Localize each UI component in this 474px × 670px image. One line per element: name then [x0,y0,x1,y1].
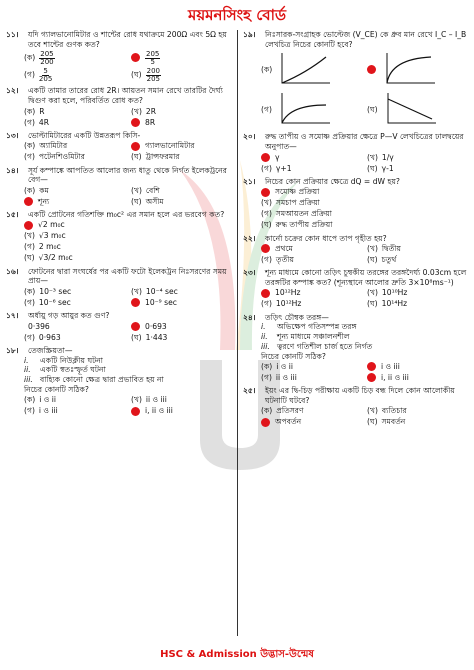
option-label: (ক) [24,106,36,116]
option[interactable] [131,321,234,332]
statement-text: একটি নিউক্লীয় ঘটনা [40,355,104,365]
option-label: (ঘ) [367,104,378,114]
ic-ib-graph [382,91,438,127]
option[interactable] [24,220,234,231]
option-text: i ও iii [38,406,58,416]
option-text: 10¹⁰Hz [381,288,408,298]
question [6,210,234,264]
option-text: কম [39,185,49,195]
option-text: সমবর্তন [381,417,406,427]
option[interactable] [24,286,127,297]
option[interactable] [261,299,363,310]
option-text: চতুর্থ [381,254,397,264]
statement-text: বাহ্যিক কোনো ক্ষেত্র দ্বারা প্রভাবিত হয় না [40,375,164,385]
option[interactable] [131,196,234,207]
option-text: 10⁻³ sec [39,286,72,296]
question-text: ইয়ং এর দ্বি-চিড় পরীক্ষায় একটি চিড় বন্ধ দিলে কোন আলোকীয় ঘটনাটি ঘটবে? [265,386,455,406]
option[interactable] [24,231,234,242]
option[interactable] [24,332,127,343]
option-text [145,49,160,66]
question [6,267,234,308]
fraction-numerator: 205 [40,50,54,59]
option[interactable] [367,243,469,254]
option-label: (ক) [24,141,36,151]
answer-marker [131,53,140,62]
left-column [6,30,234,638]
fraction [146,68,161,83]
option[interactable] [367,299,469,310]
option[interactable] [131,152,234,163]
options [243,288,469,310]
option-label: (গ) [261,163,272,173]
option[interactable] [24,152,127,163]
option[interactable] [367,288,469,299]
answer-marker [261,188,270,197]
question-text: রুদ্ধ তাপীয় ও সমোষ্ণ প্রক্রিয়ার ক্ষেত্রে P—V লেখচিত্রের ঢালদ্বয়ের অনুপাত— [265,132,464,152]
question [6,166,234,207]
page-footer: HSC & Admission উদ্ভাস-উন্মেষ [160,649,314,660]
question-stem [243,30,469,49]
option-label: (ঘ) [131,196,142,206]
option[interactable] [261,243,363,254]
question-text: ভোল্টামিটারের একটি উন্নতরূপ কিসি- [28,130,141,140]
option[interactable] [24,395,127,406]
option-text: ii ও iii [145,395,167,405]
option[interactable] [261,417,363,428]
option-label: (ঘ) [261,220,272,230]
statement-label: i. [24,355,29,365]
statement [24,375,234,385]
option[interactable] [261,187,469,198]
option-text: 10¹⁴Hz [381,299,408,309]
answer-marker [261,289,270,298]
question-stem [6,311,234,321]
answer-marker [24,221,33,230]
option[interactable] [261,220,469,231]
option-label: (খ) [367,243,378,253]
option-label: (ক) [261,406,273,416]
question-stem [243,234,469,244]
option-label: (ক) [24,53,36,63]
option-text: 4R [38,117,50,127]
ic-ib-graph [276,91,332,127]
statement-label: ii. [261,332,268,342]
question-text: কার্নো চক্রের কোন ধাপে তাপ গৃহীত হয়? [265,233,387,243]
option-label: (খ) [131,286,142,296]
question-number: ২৫। [243,386,256,396]
option-text: i ও ii [276,361,293,371]
question-number: ২০। [243,132,256,142]
option-label: (গ) [261,209,272,219]
options [243,361,469,383]
question-stem [243,313,469,323]
question-number: ১৪। [6,165,19,175]
column-divider [237,30,238,636]
option-label: (গ) [24,152,35,162]
option[interactable] [24,321,127,332]
options [243,243,469,265]
right-column [243,30,469,638]
options [6,220,234,264]
option-text: অ্যামিটার [39,141,68,151]
answer-marker [367,362,376,371]
option-label: (গ) [24,332,35,342]
answer-marker [131,407,140,416]
fraction-denominator: 205 [146,75,160,84]
option-label: (গ) [261,104,272,114]
question-text: একটি প্রোটনের গতিশক্তি m₀c² এর সমান হলে এর ভরবেগ কত? [28,210,225,220]
question-text: নিঃসারক-সংগ্রাহক ভোল্টেজ (V_CE) কে ধ্রুব মান রেখে I_C – I_B লেখচিত্র নিচের কোনটি হবে? [265,30,467,49]
fraction [39,51,54,66]
answer-marker [261,244,270,253]
fraction [39,68,52,83]
answer-marker [131,142,140,151]
option-text: অসীম [145,196,164,206]
question [6,86,234,127]
statement [24,365,234,375]
question [243,313,469,384]
option[interactable] [131,406,234,417]
answer-marker [131,118,140,127]
option-text: 1/γ [381,152,394,162]
option-label: (ঘ) [131,70,142,80]
question-stem [6,267,234,286]
option-label: (খ) [367,152,378,162]
option-text: তৃতীয় [275,254,294,264]
option[interactable] [367,89,469,129]
question-text: তেজস্ক্রিয়তা— [28,345,73,355]
question-number: ১১। [6,30,19,39]
option[interactable] [367,49,469,89]
answer-marker [131,298,140,307]
option[interactable] [261,198,469,209]
statement-text: ত্বরণে গতিশীল চার্জ হতে নির্গত [277,341,373,351]
question [6,131,234,163]
option[interactable] [261,152,363,163]
statement [261,322,469,332]
option-label: (ঘ) [131,332,142,342]
option[interactable] [24,49,127,66]
option-text: i, ii ও iii [145,406,173,416]
question [6,346,234,417]
question-stem [243,268,469,287]
statement-list [6,356,234,385]
question-number: ১৮। [6,345,19,355]
option-text: √2 m₀c [38,220,65,230]
option-text: 8R [145,117,156,127]
graph-options [243,49,469,129]
option[interactable] [24,117,127,128]
option[interactable] [261,372,363,383]
question-text: সূর্য কম্পাঙ্কে আপতিত আলোর জন্য ধাতু থেকে নির্গত ইলেকট্রনের বেগ— [28,165,227,185]
option[interactable] [131,297,234,308]
option-label: (গ) [24,70,35,80]
option-text: অপবর্তন [275,417,302,427]
question-text: যদি গ্যালভানোমিটার ও শান্টের রোধ যথাক্রমে 200Ω এবং 5Ω হয় তবে শান্টের গুণক কত? [28,30,227,49]
option-text [39,49,54,66]
option[interactable] [261,406,363,417]
option[interactable] [24,196,127,207]
option[interactable] [261,163,363,174]
option-label: (গ) [261,299,272,309]
option-text: 0·396 [28,321,50,331]
option[interactable] [131,286,234,297]
option-text: 10¹²Hz [275,299,302,309]
option[interactable] [24,106,127,117]
fraction-numerator: 5 [43,67,48,76]
option[interactable] [367,417,469,428]
question-text: অর্ধায়ু গড় আয়ুর কত গুণ? [28,311,110,321]
option[interactable] [367,406,469,417]
question-number: ১২। [6,86,19,96]
option-text: রুদ্ধ তাপীয় প্রক্রিয়া [275,220,333,230]
option-label: (ঘ) [131,152,142,162]
option[interactable] [261,49,363,89]
question-number: ২৪। [243,312,256,322]
option-label: (গ) [24,406,35,416]
option-label: (খ) [261,198,272,208]
question-stem [243,132,469,151]
option-text: সমচাপ প্রক্রিয়া [275,198,320,208]
option-text: 2 m₀c [38,242,61,252]
question-text: তড়িৎ চৌম্বক তরঙ্গ— [265,312,329,322]
option-text [146,66,161,83]
option-text: সমোষ্ণ প্রক্রিয়া [275,187,320,197]
statement-label: ii. [24,365,31,375]
option-text: ব্যতিচার [381,406,407,416]
option[interactable] [261,361,363,372]
option-text: 10⁻⁹ sec [145,297,177,307]
option-text: বেশি [145,185,160,195]
option-label: (খ) [131,185,142,195]
option[interactable] [24,141,127,152]
statement [261,342,469,352]
fraction-denominator: 205 [38,75,53,84]
option[interactable] [367,254,469,265]
option[interactable] [261,288,363,299]
option-label: (খ) [131,106,142,116]
options [243,152,469,174]
option-text: i ও iii [381,361,400,371]
statement [24,356,234,366]
option[interactable] [131,49,234,66]
question [6,311,234,343]
option-label: (গ) [261,254,272,264]
option-text [39,66,52,83]
ic-ib-graph [381,51,437,87]
question-number: ১৬। [6,266,19,276]
option[interactable] [261,209,469,220]
question [6,30,234,83]
option[interactable] [367,152,469,163]
option[interactable] [131,117,234,128]
question-stem [6,30,234,49]
option-text: পটেনশিওমিটার [38,152,85,162]
option-text: 10¹²Hz [275,288,301,298]
option[interactable] [131,66,234,83]
option[interactable] [131,106,234,117]
options [6,395,234,417]
question-stem [6,346,234,356]
option-text: i ও ii [39,395,56,405]
statement-text: শূন্য মাধ্যমে সঞ্চালনশীল [277,332,350,342]
option-label: (ঘ) [367,163,378,173]
option-text: √3 m₀c [38,231,66,241]
options [243,187,469,231]
statement-label: iii. [261,341,270,351]
option[interactable] [24,242,234,253]
question [243,177,469,231]
option-text: প্রথমে [275,243,293,253]
question-text: শূন্য মাধ্যমে কোনো তড়িৎ চুম্বকীয় তরঙ্গের তরঙ্গদৈর্ঘ্য 0.03cm হলে তরঙ্গটির কম্পাঙ্ক কত? (শূন্যস্থানে আলোর দ্রুতি 3×10⁸ms⁻¹) [265,268,467,288]
option-label: (ঘ) [367,299,378,309]
option[interactable] [367,361,469,372]
option[interactable] [367,372,469,383]
option[interactable] [131,395,234,406]
option-text: γ-1 [381,163,394,173]
question [243,132,469,173]
options [6,141,234,163]
option[interactable] [131,141,234,152]
statement-list [243,322,469,351]
question [243,30,469,129]
options [6,286,234,308]
option-text: γ+1 [275,163,292,173]
option-text: প্রতিসরণ [276,406,304,416]
option[interactable] [367,163,469,174]
option[interactable] [24,406,127,417]
option-label: (গ) [261,372,272,382]
option-label: (ক) [24,395,36,405]
option-label: (ঘ) [367,417,378,427]
fraction-numerator: 200 [146,67,160,76]
option-text: 10⁻⁶ sec [38,297,71,307]
option-text: i, ii ও iii [381,372,409,382]
option-label: (ক) [261,361,273,371]
answer-marker [367,65,376,74]
question-stem [6,131,234,141]
option[interactable] [24,185,127,196]
question-number: ১৫। [6,210,19,220]
question-text: একটি তামার তারের রোধ 2R। আয়তন সমান রেখে তারটির দৈর্ঘ্য দ্বিগুণ করা হলে, পরিবর্তিত রোধ কত? [28,86,223,106]
question-stem [6,166,234,185]
option-text: R [39,106,45,116]
options [6,185,234,207]
option-text: দ্বিতীয় [381,243,401,253]
ic-ib-graph [276,51,332,87]
option-label: (ক) [24,185,36,195]
option[interactable] [24,253,234,264]
option[interactable] [24,66,127,83]
question-number: ২২। [243,233,256,243]
question-text: ফোটনের দ্বারা সংঘর্ষের পর একটি ফটো ইলেকট্রন নিঃসরণের সময় প্রায়— [28,266,227,286]
option-text: 1·443 [145,332,168,342]
question-stem [6,86,234,105]
options [6,49,234,83]
option-label: (খ) [367,406,378,416]
option-text: শূন্য [38,196,50,206]
answer-marker [261,153,270,162]
options [243,406,469,428]
option[interactable] [261,254,363,265]
answer-marker [367,373,376,382]
statement-label: i. [261,322,266,332]
option-label: (খ) [367,288,378,298]
question [243,386,469,427]
answer-marker [24,197,33,206]
question-number: ২১। [243,176,256,186]
option-text: 0·693 [145,321,167,331]
question [243,268,469,309]
option-text: ট্রান্সফরমার [145,152,180,162]
statement [261,332,469,342]
option-text: 10⁻⁴ sec [145,286,178,296]
option-text: 2R [145,106,157,116]
question-number: ১৩। [6,130,19,140]
question-prompt: নিচের কোনটি সঠিক? [261,351,326,361]
fraction-numerator: 205 [146,50,160,59]
fraction-denominator: 200 [40,58,54,67]
question-prompt: নিচের কোনটি সঠিক? [24,384,89,394]
option-label: (খ) [131,395,142,405]
option-label: (ক) [24,286,36,296]
option-text: √3/2 m₀c [38,253,73,263]
option[interactable] [131,332,234,343]
question-text: নিচের কোন প্রক্রিয়ার ক্ষেত্রে dQ = dW হয়? [265,176,400,186]
statement-text: অভিক্ষেপ গতিসম্পন্ন তরঙ্গ [277,322,357,332]
page-title: ময়মনসিংহ বোর্ড [187,6,287,24]
question-stem [243,386,469,405]
question-number: ১৭। [6,311,19,321]
statement-label: iii. [24,375,33,385]
question-stem [243,177,469,187]
option[interactable] [261,89,363,129]
option[interactable] [131,185,234,196]
option-label: (গ) [24,297,35,307]
fraction [145,51,160,66]
option-label: (গ) [24,117,35,127]
question-stem [6,210,234,220]
options [6,106,234,128]
option-text: ii ও iii [275,372,297,382]
question-number: ২৩। [243,268,256,278]
option-text: γ [275,152,280,162]
option-label: (গ) [24,242,35,252]
answer-marker [131,322,140,331]
option-label: (ক) [261,64,273,74]
option-label: (ঘ) [367,254,378,264]
statement-text: একটি স্বতঃস্ফূর্ত ঘটনা [40,365,106,375]
question-number: ১৯। [243,30,256,39]
option-text: সমআয়তন প্রক্রিয়া [275,209,332,219]
option-label: (খ) [24,231,35,241]
fraction-denominator: 5 [150,58,155,67]
option-text: 0·963 [38,332,61,342]
option-text: গ্যালভানোমিটার [145,141,195,151]
options [6,321,234,343]
option[interactable] [24,297,127,308]
answer-marker [261,418,270,427]
option-label: (ঘ) [24,253,35,263]
question [243,234,469,266]
